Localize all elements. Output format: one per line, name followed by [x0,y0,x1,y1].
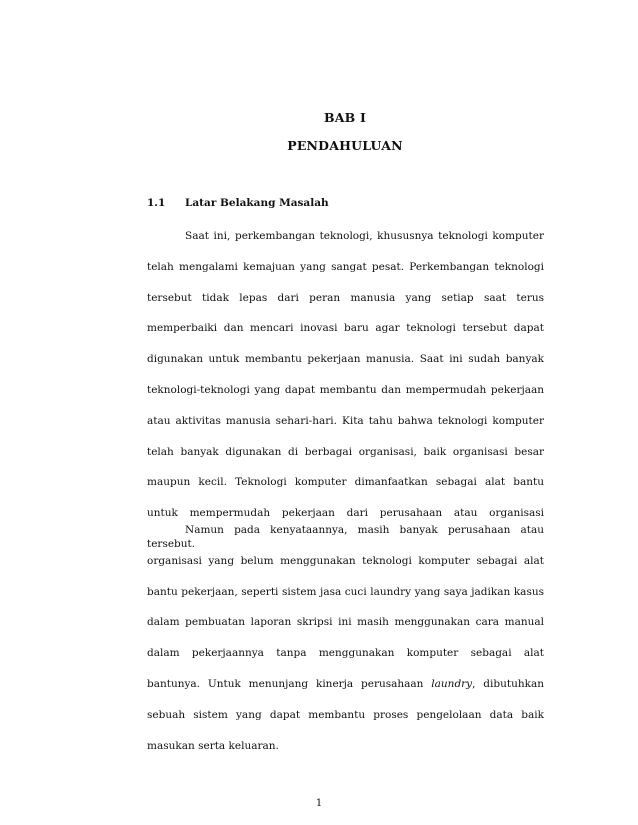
paragraph-2 [147,515,544,761]
paragraph-1: Saat ini, perkembangan teknologi, khususnya teknologi komputer telah mengalami kemajuan yang sangat pesat. Perkembangan teknologi tersebut tidak lepas dari peran manusia yang setiap saat terus memperbaiki dan mencari inovasi baru agar teknologi tersebut dapat digunakan untuk membantu pekerjaan manusia. Saat ini sudah banyak teknologi-teknologi yang dapat membantu dan mempermudah pekerjaan atau aktivitas manusia sehari-hari. Kita tahu bahwa teknologi komputer telah banyak digunakan di berbagai organisasi, baik organisasi besar maupun kecil. Teknologi komputer dimanfaatkan sebagai alat bantu untuk mempermudah pekerjaan dari perusahaan atau organisasi tersebut. [147,230,544,550]
section-number: 1.1 [147,197,166,209]
paragraph-2-text-end: , dibutuhkan sebuah sistem yang dapat membantu proses pengelolaan data baik masukan serta keluaran. [147,677,544,752]
chapter-title: PENDAHULUAN [287,138,403,153]
paragraph-2-italic-term: laundry [431,677,473,690]
chapter-number: BAB I [323,110,367,125]
paragraph-2-text-start: Namun pada kenyataannya, masih banyak perusahaan atau organisasi yang belum menggunakan teknologi komputer sebagai alat bantu pekerjaan, seperti sistem jasa cuci laundry yang saya jadikan kasus dalam pembuatan laporan skripsi ini masih menggunakan cara manual dalam pekerjaannya tanpa menggunakan komputer sebagai alat bantunya. Untuk menunjang kinerja perusahaan [147,524,544,690]
page-number: 1 [315,798,323,809]
section-heading [147,197,547,209]
section-title: Latar Belakang Masalah [185,197,329,209]
